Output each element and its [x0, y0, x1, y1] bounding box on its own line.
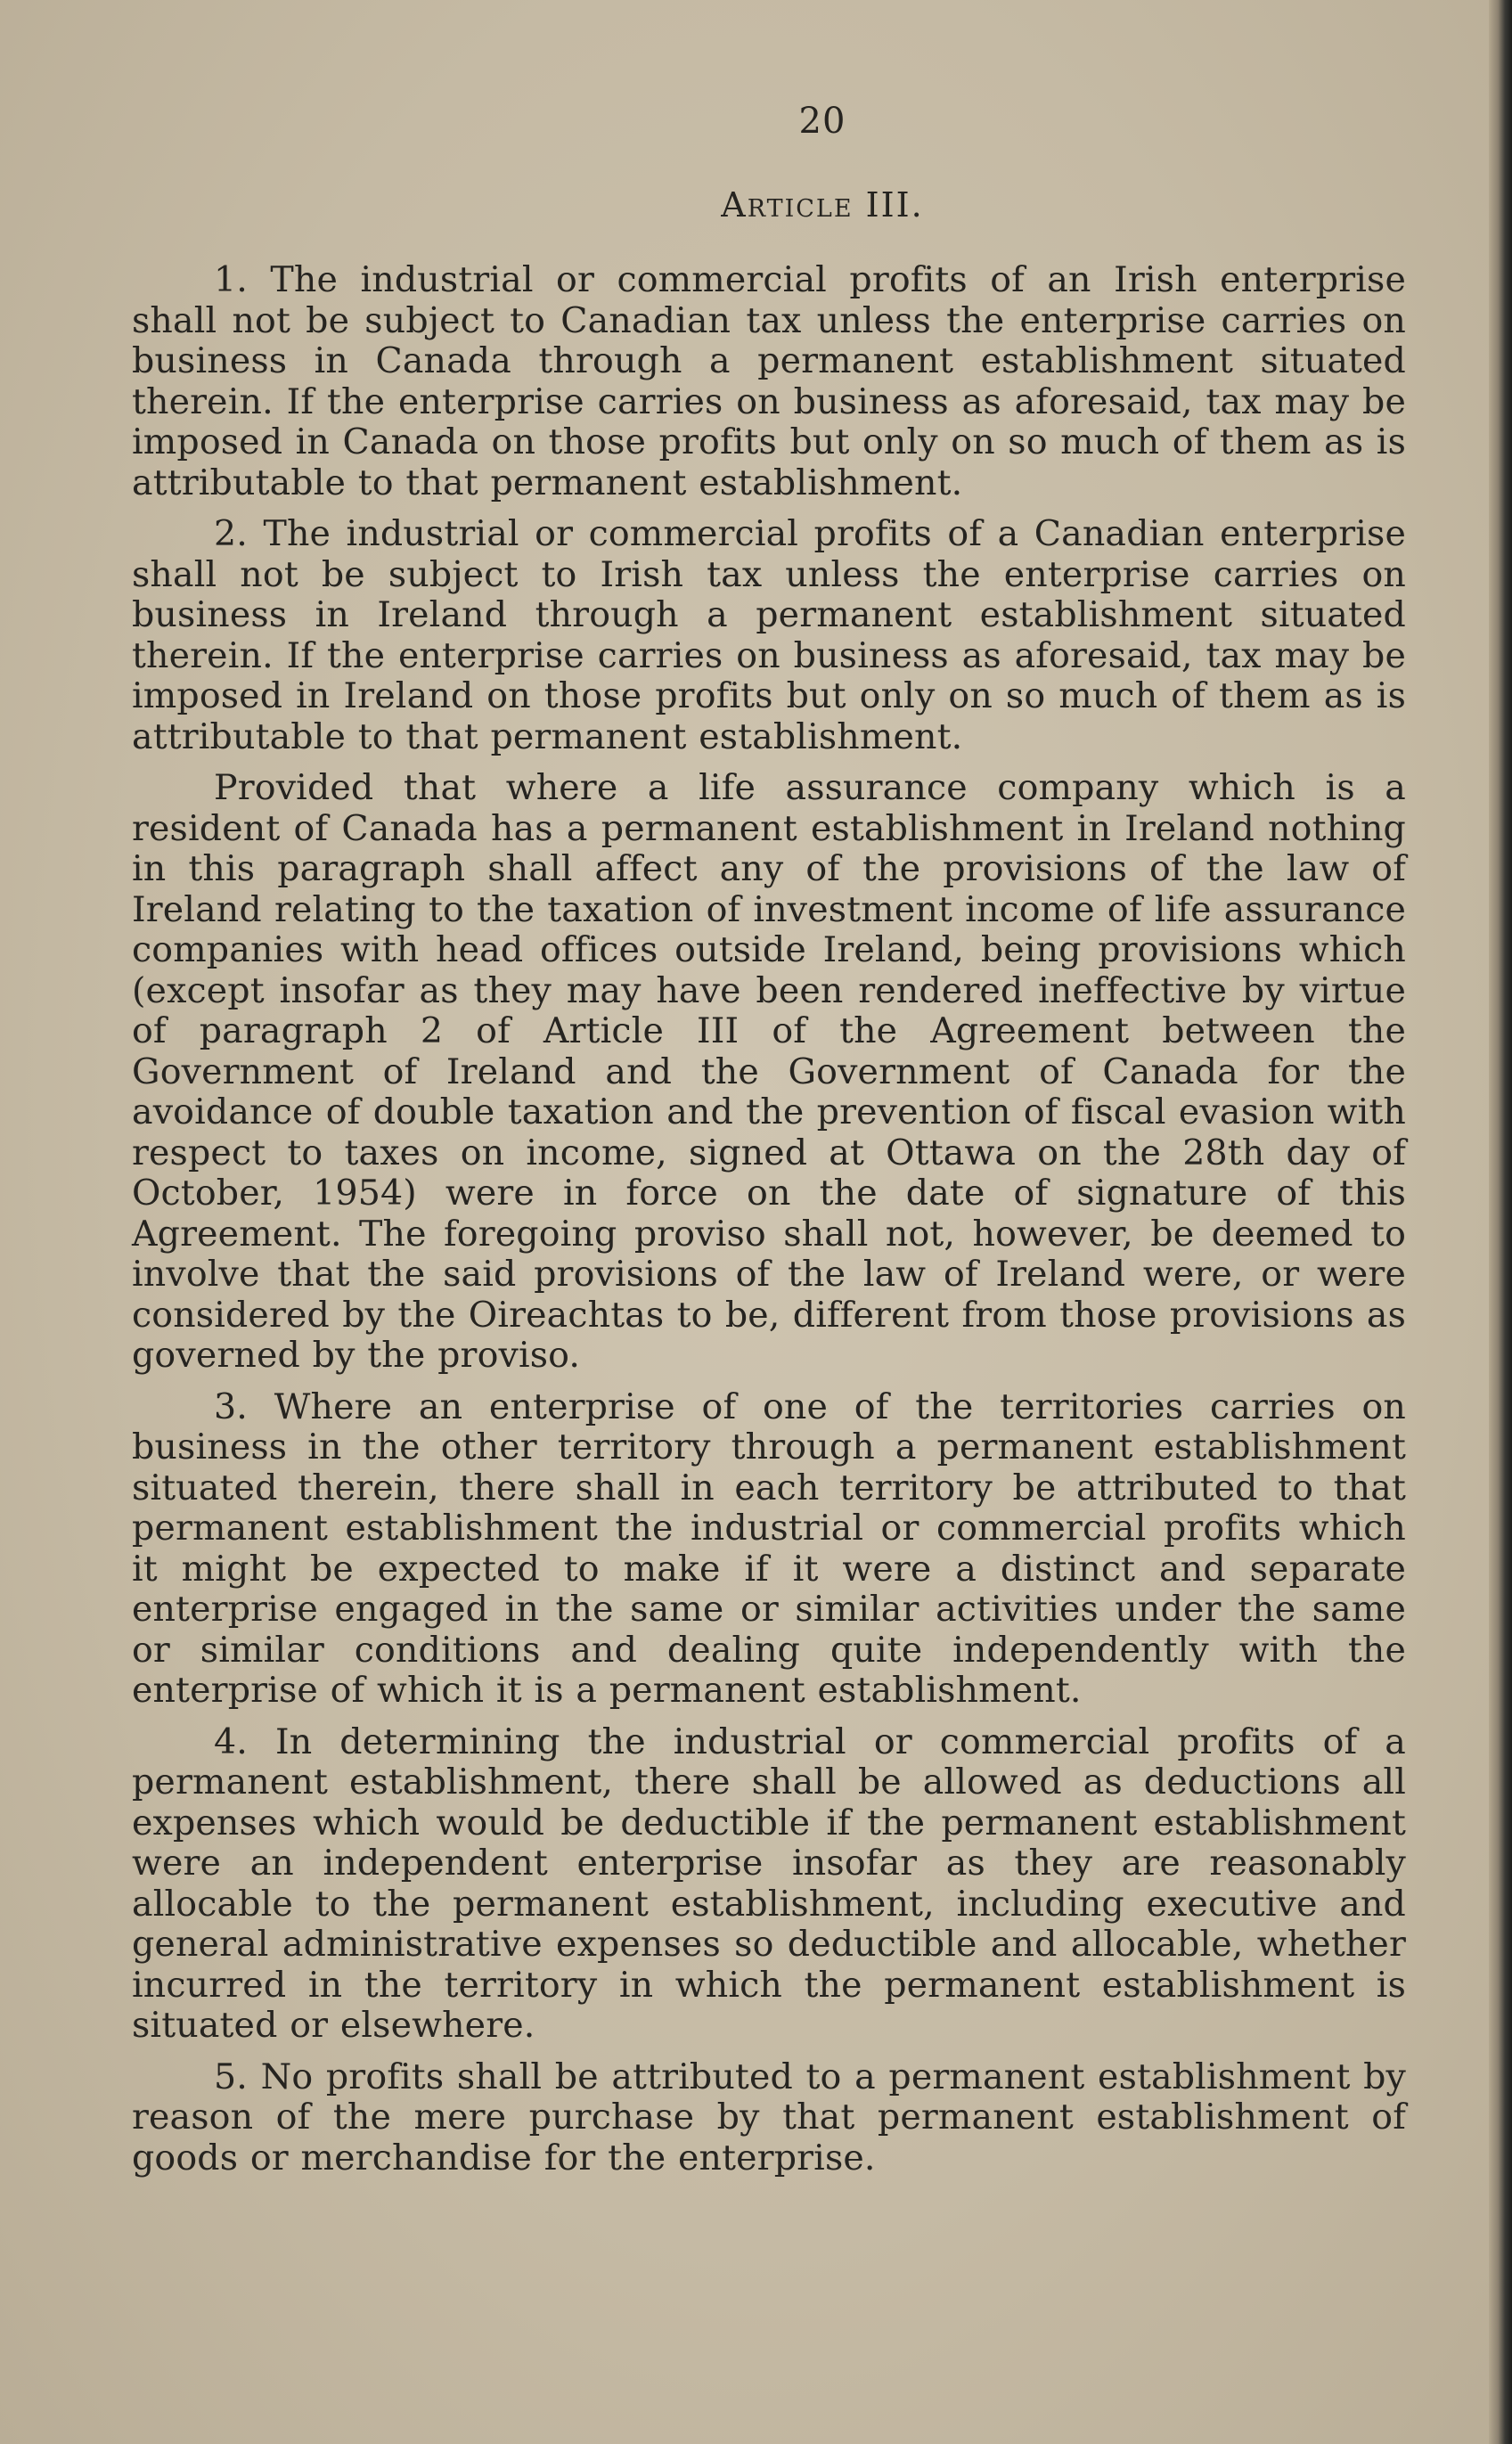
- paragraph-2: 2. The industrial or commercial profits of a Canadian enterprise shall not be subject to Irish tax unless the enterprise carries on business in Ireland through a permanent establishment situated therein. If the enterprise carries on business as aforesaid, tax may be imposed in Ireland on those profits but only on so much of them as is attributable to that permanent establishment.: [132, 513, 1406, 757]
- paragraph-5: 5. No profits shall be attributed to a permanent establishment by reason of the mere purchase by that permanent establishment of goods or merchandise for the enterprise.: [132, 2056, 1406, 2178]
- page-number: 20: [798, 101, 846, 142]
- paragraph-4: 4. In determining the industrial or commercial profits of a permanent establishment, there shall be allowed as deductions all expenses which would be deductible if the permanent establishment were an independent enterprise insofar as they are reasonably allocable to the permanent establishment, including executive and general administrative expenses so deductible and allocable, whether incurred in the territory in which the permanent establishment is situated or elsewhere.: [132, 1721, 1406, 2046]
- paragraph-proviso: Provided that where a life assurance company which is a resident of Canada has a permanent establishment in Ireland nothing in this paragraph shall affect any of the provisions of the law of Ireland relating to the taxation of investment income of life assurance companies with head offices outside Ireland, being provisions which (except insofar as they may have been rendered ineffective by virtue of paragraph 2 of Article III of the Agreement between the Government of Ireland and the Government of Canada for the avoidance of double taxation and the prevention of fiscal evasion with respect to taxes on income, signed at Ottawa on the 28th day of October, 1954) were in force on the date of signature of this Agreement. The foregoing proviso shall not, however, be deemed to involve that the said provisions of the law of Ireland were, or were considered by the Oireachtas to be, different from those provisions as governed by the proviso.: [132, 767, 1406, 1376]
- page-text: [132, 89, 1406, 2189]
- paragraph-1: 1. The industrial or commercial profits of an Irish enterprise shall not be subject to Canadian tax unless the enterprise carries on business in Canada through a permanent establishment situated therein. If the enterprise carries on business as aforesaid, tax may be imposed in Canada on those profits but only on so much of them as is attributable to that permanent establishment.: [132, 259, 1406, 503]
- page-edge-shadow: [1489, 0, 1512, 2444]
- article-heading: Article III.: [721, 185, 924, 225]
- paragraph-3: 3. Where an enterprise of one of the territories carries on business in the other territory through a permanent establishment situated therein, there shall in each territory be attributed to that permanent establishment the industrial or commercial profits which it might be expected to make if it were a distinct and separate enterprise engaged in the same or similar activities under the same or similar conditions and dealing quite independently with the enterprise of which it is a permanent establishment.: [132, 1385, 1406, 1711]
